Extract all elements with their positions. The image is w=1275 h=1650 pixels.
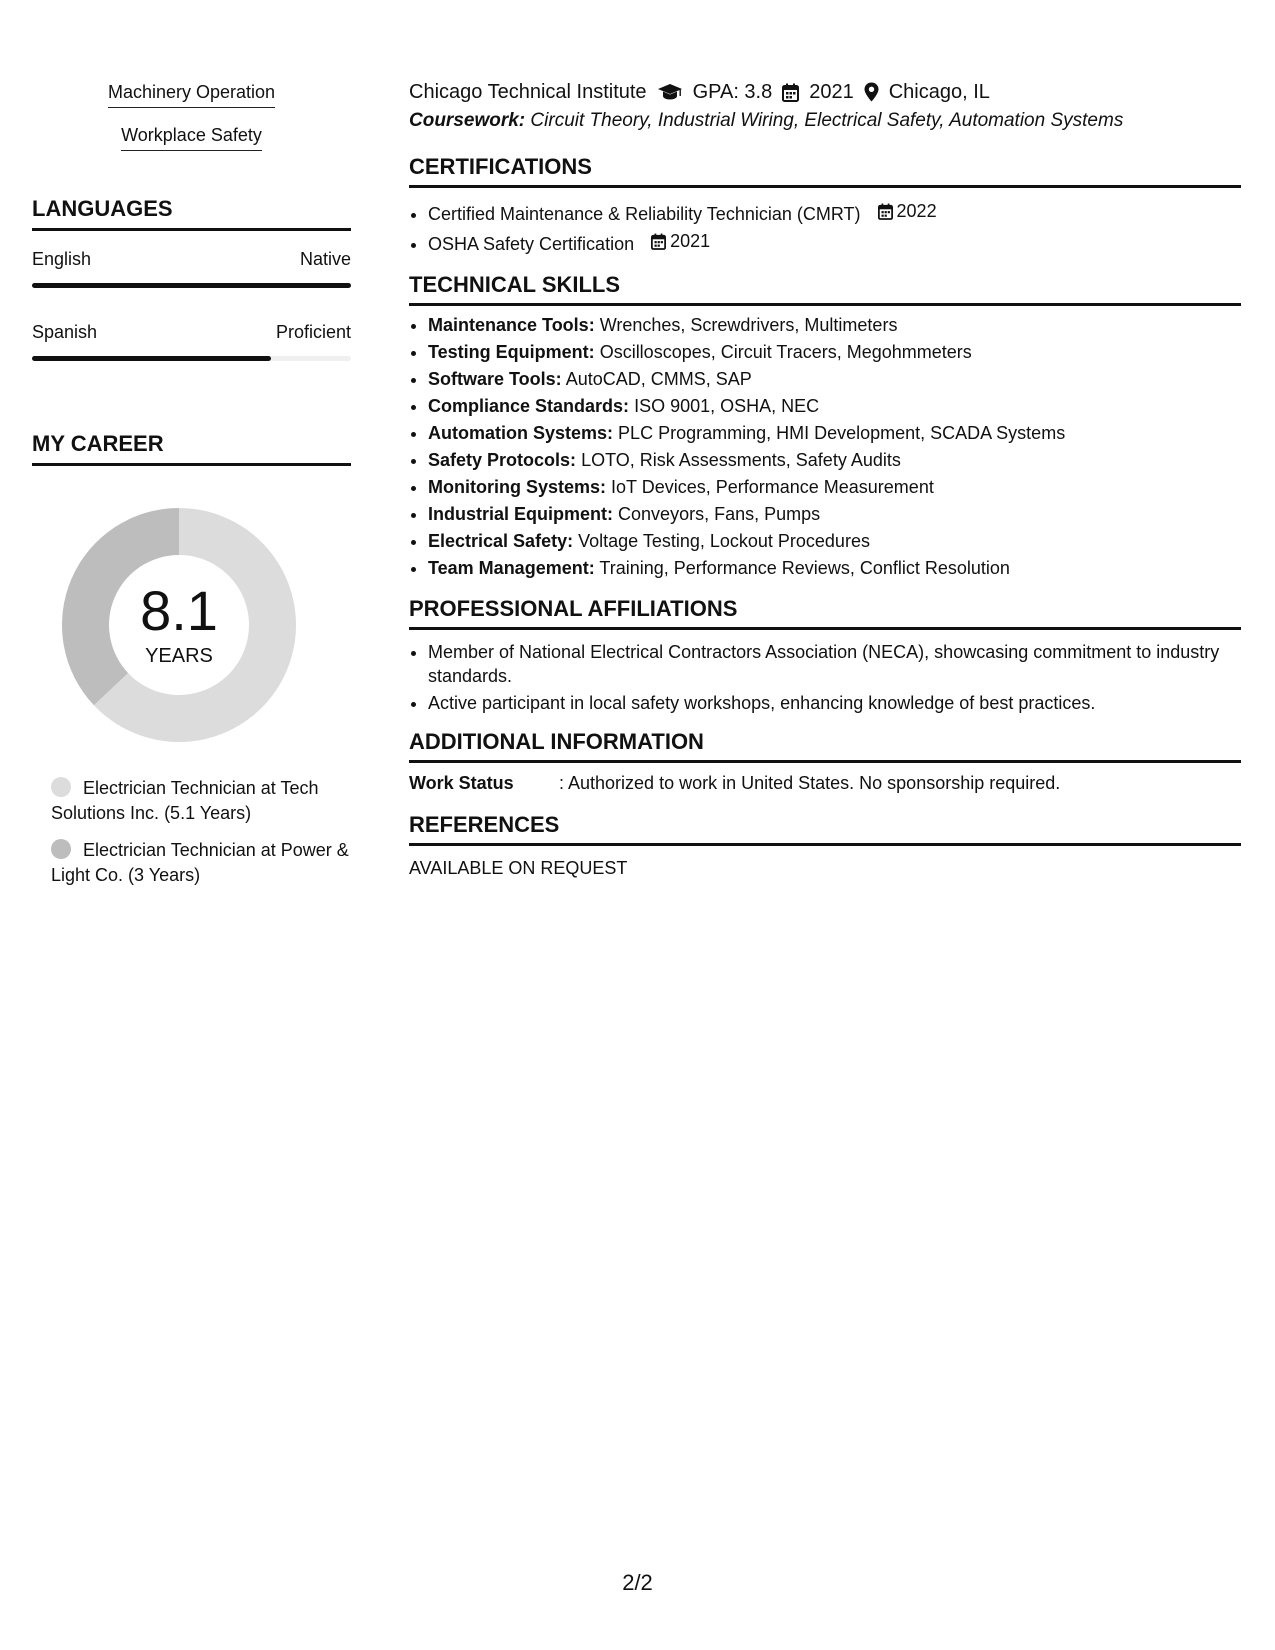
affiliations-list [409, 640, 1241, 715]
education-line [409, 78, 1241, 106]
skill-category: Monitoring Systems: [428, 477, 607, 497]
legend-dot-icon [51, 777, 71, 797]
certification-item [428, 198, 1241, 228]
languages-list [32, 249, 351, 361]
page-number: 2/2 [622, 1570, 653, 1595]
technical-skill-item [428, 555, 1241, 582]
additional-info-heading: ADDITIONAL INFORMATION [409, 729, 1241, 763]
technical-skills-section [409, 272, 1241, 582]
calendar-icon [878, 203, 893, 220]
skill-values: LOTO, Risk Assessments, Safety Audits [581, 450, 901, 470]
language-proficiency-bar [32, 283, 351, 288]
coursework-line [409, 110, 1241, 132]
legend-dot-icon [51, 839, 71, 859]
language-name: Spanish [32, 322, 98, 342]
skill-tag [32, 125, 351, 151]
skill-category: Industrial Equipment: [428, 504, 614, 524]
skill-values: Wrenches, Screwdrivers, Multimeters [599, 315, 898, 335]
career-donut-center [54, 500, 304, 750]
certifications-list [409, 198, 1241, 258]
career-legend [51, 776, 351, 888]
right-column [409, 78, 1241, 879]
references-section [409, 812, 1241, 879]
coursework-label: Coursework: [409, 110, 526, 131]
certifications-heading: CERTIFICATIONS [409, 154, 1241, 188]
skill-tag-label: Machinery Operation [108, 82, 275, 108]
skill-values: Voltage Testing, Lockout Procedures [578, 531, 870, 551]
skill-category: Compliance Standards: [428, 396, 630, 416]
affiliation-item: • Member of National Electrical Contractors Association (NECA), showcasing commitment to industry standards. [428, 640, 1241, 688]
skill-values: AutoCAD, CMMS, SAP [565, 369, 752, 389]
affiliations-section [409, 596, 1241, 715]
languages-heading: LANGUAGES [32, 196, 351, 231]
education-gpa: GPA: 3.8 [692, 80, 773, 103]
technical-skill-item [428, 312, 1241, 339]
map-pin-icon [864, 82, 879, 102]
career-legend-label: Electrician Technician at Power & Light Co. (3 Years) [51, 840, 349, 885]
skill-values: IoT Devices, Performance Measurement [611, 477, 934, 497]
coursework-list: Circuit Theory, Industrial Wiring, Electrical Safety, Automation Systems [530, 110, 1124, 131]
skill-category: Software Tools: [428, 369, 562, 389]
additional-info-section [409, 729, 1241, 794]
certification-date [651, 228, 710, 255]
certification-name: OSHA Safety Certification [428, 234, 635, 254]
technical-skill-item [428, 528, 1241, 555]
work-status-value: : Authorized to work in United States. No sponsorship required. [559, 773, 1061, 793]
certifications-section [409, 154, 1241, 258]
skill-category: Maintenance Tools: [428, 315, 595, 335]
language-name: English [32, 249, 92, 269]
language-proficiency-fill [32, 283, 351, 288]
language-level: Proficient [275, 322, 351, 342]
certification-year: 2022 [896, 201, 937, 221]
references-heading: REFERENCES [409, 812, 1241, 846]
technical-skill-item [428, 393, 1241, 420]
language-proficiency-fill [32, 356, 271, 361]
career-total-unit: YEARS [145, 644, 213, 667]
education-location: Chicago, IL [888, 80, 990, 103]
calendar-icon [651, 233, 666, 250]
certification-year: 2021 [670, 231, 711, 251]
skill-category: Electrical Safety: [428, 531, 574, 551]
career-legend-item [51, 838, 351, 888]
language-item [32, 249, 351, 288]
technical-skill-item [428, 420, 1241, 447]
certification-date [878, 198, 937, 225]
career-legend-label: Electrician Technician at Tech Solutions Inc. (5.1 Years) [51, 778, 319, 823]
skill-category: Automation Systems: [428, 423, 614, 443]
certification-name: Certified Maintenance & Reliability Technician (CMRT) [428, 204, 861, 224]
skill-tag-label: Workplace Safety [121, 125, 262, 151]
language-row [32, 322, 351, 346]
education-year: 2021 [809, 80, 854, 103]
work-status-row [409, 773, 1241, 794]
language-row [32, 249, 351, 273]
affiliation-item: • Active participant in local safety workshops, enhancing knowledge of best practices. [428, 691, 1241, 715]
technical-skill-item [428, 366, 1241, 393]
language-level: Native [299, 249, 351, 269]
education-school: Chicago Technical Institute [409, 80, 647, 103]
technical-skill-item [428, 339, 1241, 366]
technical-skill-item [428, 447, 1241, 474]
language-proficiency-bar [32, 356, 351, 361]
references-text: AVAILABLE ON REQUEST [409, 858, 628, 878]
technical-skill-item [428, 501, 1241, 528]
skill-values: Training, Performance Reviews, Conflict Resolution [599, 558, 1010, 578]
skill-values: Conveyors, Fans, Pumps [618, 504, 821, 524]
language-item [32, 322, 351, 361]
certification-item [428, 228, 1241, 258]
graduation-cap-icon [657, 83, 683, 101]
skill-category: Testing Equipment: [428, 342, 595, 362]
skill-values: Oscilloscopes, Circuit Tracers, Megohmmeters [599, 342, 972, 362]
affiliations-heading: PROFESSIONAL AFFILIATIONS [409, 596, 1241, 630]
skill-category: Safety Protocols: [428, 450, 577, 470]
career-total-years: 8.1 [140, 578, 218, 642]
technical-skills-list [409, 312, 1241, 582]
calendar-icon [782, 83, 799, 102]
skill-values: ISO 9001, OSHA, NEC [634, 396, 820, 416]
career-heading: MY CAREER [32, 431, 351, 466]
skill-category: Team Management: [428, 558, 595, 578]
work-status-label: Work Status [409, 773, 514, 793]
left-column [32, 82, 351, 900]
skill-tag [32, 82, 351, 108]
skill-values: PLC Programming, HMI Development, SCADA Systems [618, 423, 1066, 443]
technical-skills-heading: TECHNICAL SKILLS [409, 272, 1241, 306]
career-donut-chart [54, 500, 304, 750]
technical-skill-item [428, 474, 1241, 501]
career-legend-item [51, 776, 351, 826]
